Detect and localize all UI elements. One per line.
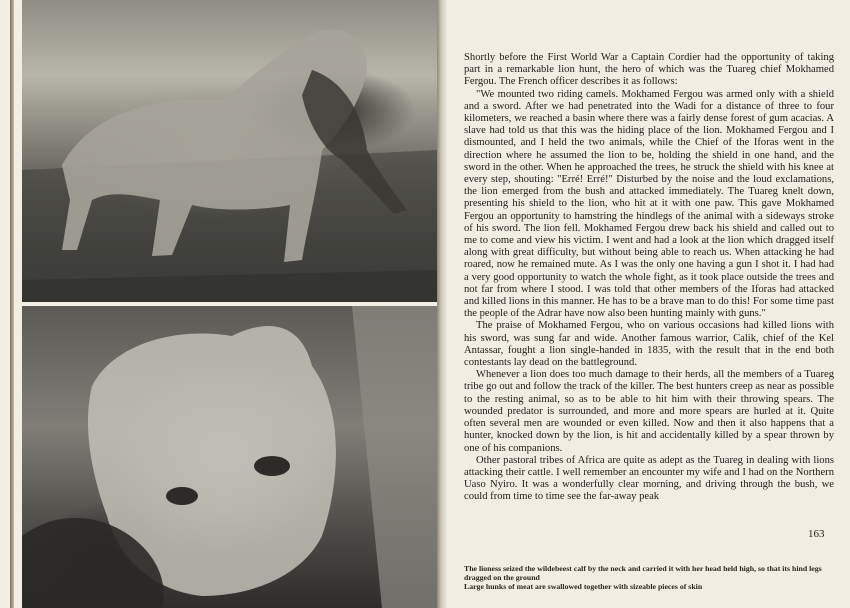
photo-captions [464, 564, 834, 592]
book-gutter [437, 0, 447, 608]
lioness-carrying-calf-illustration [22, 0, 437, 302]
body-text [464, 52, 834, 504]
caption-top-photo: The lioness seized the wildebeest calf by the neck and carried it with her head held high, so that its hind legs dragged on the ground [464, 564, 822, 583]
paragraph: Whenever a lion does too much damage to their herds, all the members of a Tuareg tribe go out and follow the track of the killer. The best hunters creep as near as possible to the resting animal, so as to be able to hit him with their throwing spears. The wounded predator is surrounded, and more and more spears are hurled at it. Quite often several men are wounded or even killed. Now and then it also happens that a hunter, knocked down by the lion, is hit and accidentally killed by a spear thrown by one of his companions. [464, 369, 834, 454]
page-edge [10, 0, 14, 608]
paragraph: "We mounted two riding camels. Mokhamed Fergou was armed only with a shield and a sword. After we had penetrated into the Wadi for a distance of three to four kilometers, we reached a basin where there was a fairly dense forest of gum acacias. A slave had told us that this was the hiding place of the lion. Mokhamed Fergou and I dismounted, and I held the two animals, while the Chief of the Iforas went in the direction where he assumed the lion to be, holding the shield in one hand, and the sword in the other. When he approached the trees, he struck the shield with his knee at every step, shouting: "Erré! Erré!" Disturbed by the noise and the loud exclamations, the lion emerged from the bush and attacked immediately. The Tuareg knelt down, presenting his shield to the lion, who hit at it with one paw. This gave Mokhamed Fergou an opportunity to hamstring the hindlegs of the animal with a sideways stroke of his sword. The lion fell. Mokhamed Fergou drew back his shield and called out to me to come and view his victim. I went and had a look at the lion which dragged itself along with great difficulty, but without being able to reach us. When attacking he had roared, now he remained mute. As I was the only one having a gun I shot it. I had had a very good opportunity to watch the whole fight, as it took place outside the trees and not far from where I stood. I was told that other members of the Iforas had attacked and killed lions in this manner. He has to be a brave man to do this! For some time past the people of the Adrar have now also been hunting mainly with guns." [464, 88, 834, 320]
paragraph: Other pastoral tribes of Africa are quite as adept as the Tuareg in dealing with lions attacking their cattle. I well remember an encounter my wife and I had on the Northern Uaso Nyiro. It was a wonderfully clear morning, and driving through the bush, we could from time to time see the far-away peak [464, 454, 834, 503]
lioness-feeding-illustration [22, 306, 437, 608]
paragraph: Shortly before the First World War a Captain Cordier had the opportunity of taking part in a remarkable lion hunt, the hero of which was the Tuareg chief Mokhamed Fergou. The French officer describes it as follows: [464, 52, 834, 88]
lioness-feeding-photo [22, 306, 437, 608]
caption-bottom-photo: Large hunks of meat are swallowed together with sizeable pieces of skin [464, 582, 703, 592]
page-number: 163 [808, 528, 825, 540]
lioness-carrying-calf-photo [22, 0, 437, 302]
paragraph: The praise of Mokhamed Fergou, who on various occasions had killed lions with his sword, was sung far and wide. Another famous warrior, Calik, chief of the Kel Antassar, fought a lion single-handed in 1835, with the result that in the end both contestants lay dead on the battleground. [464, 320, 834, 369]
